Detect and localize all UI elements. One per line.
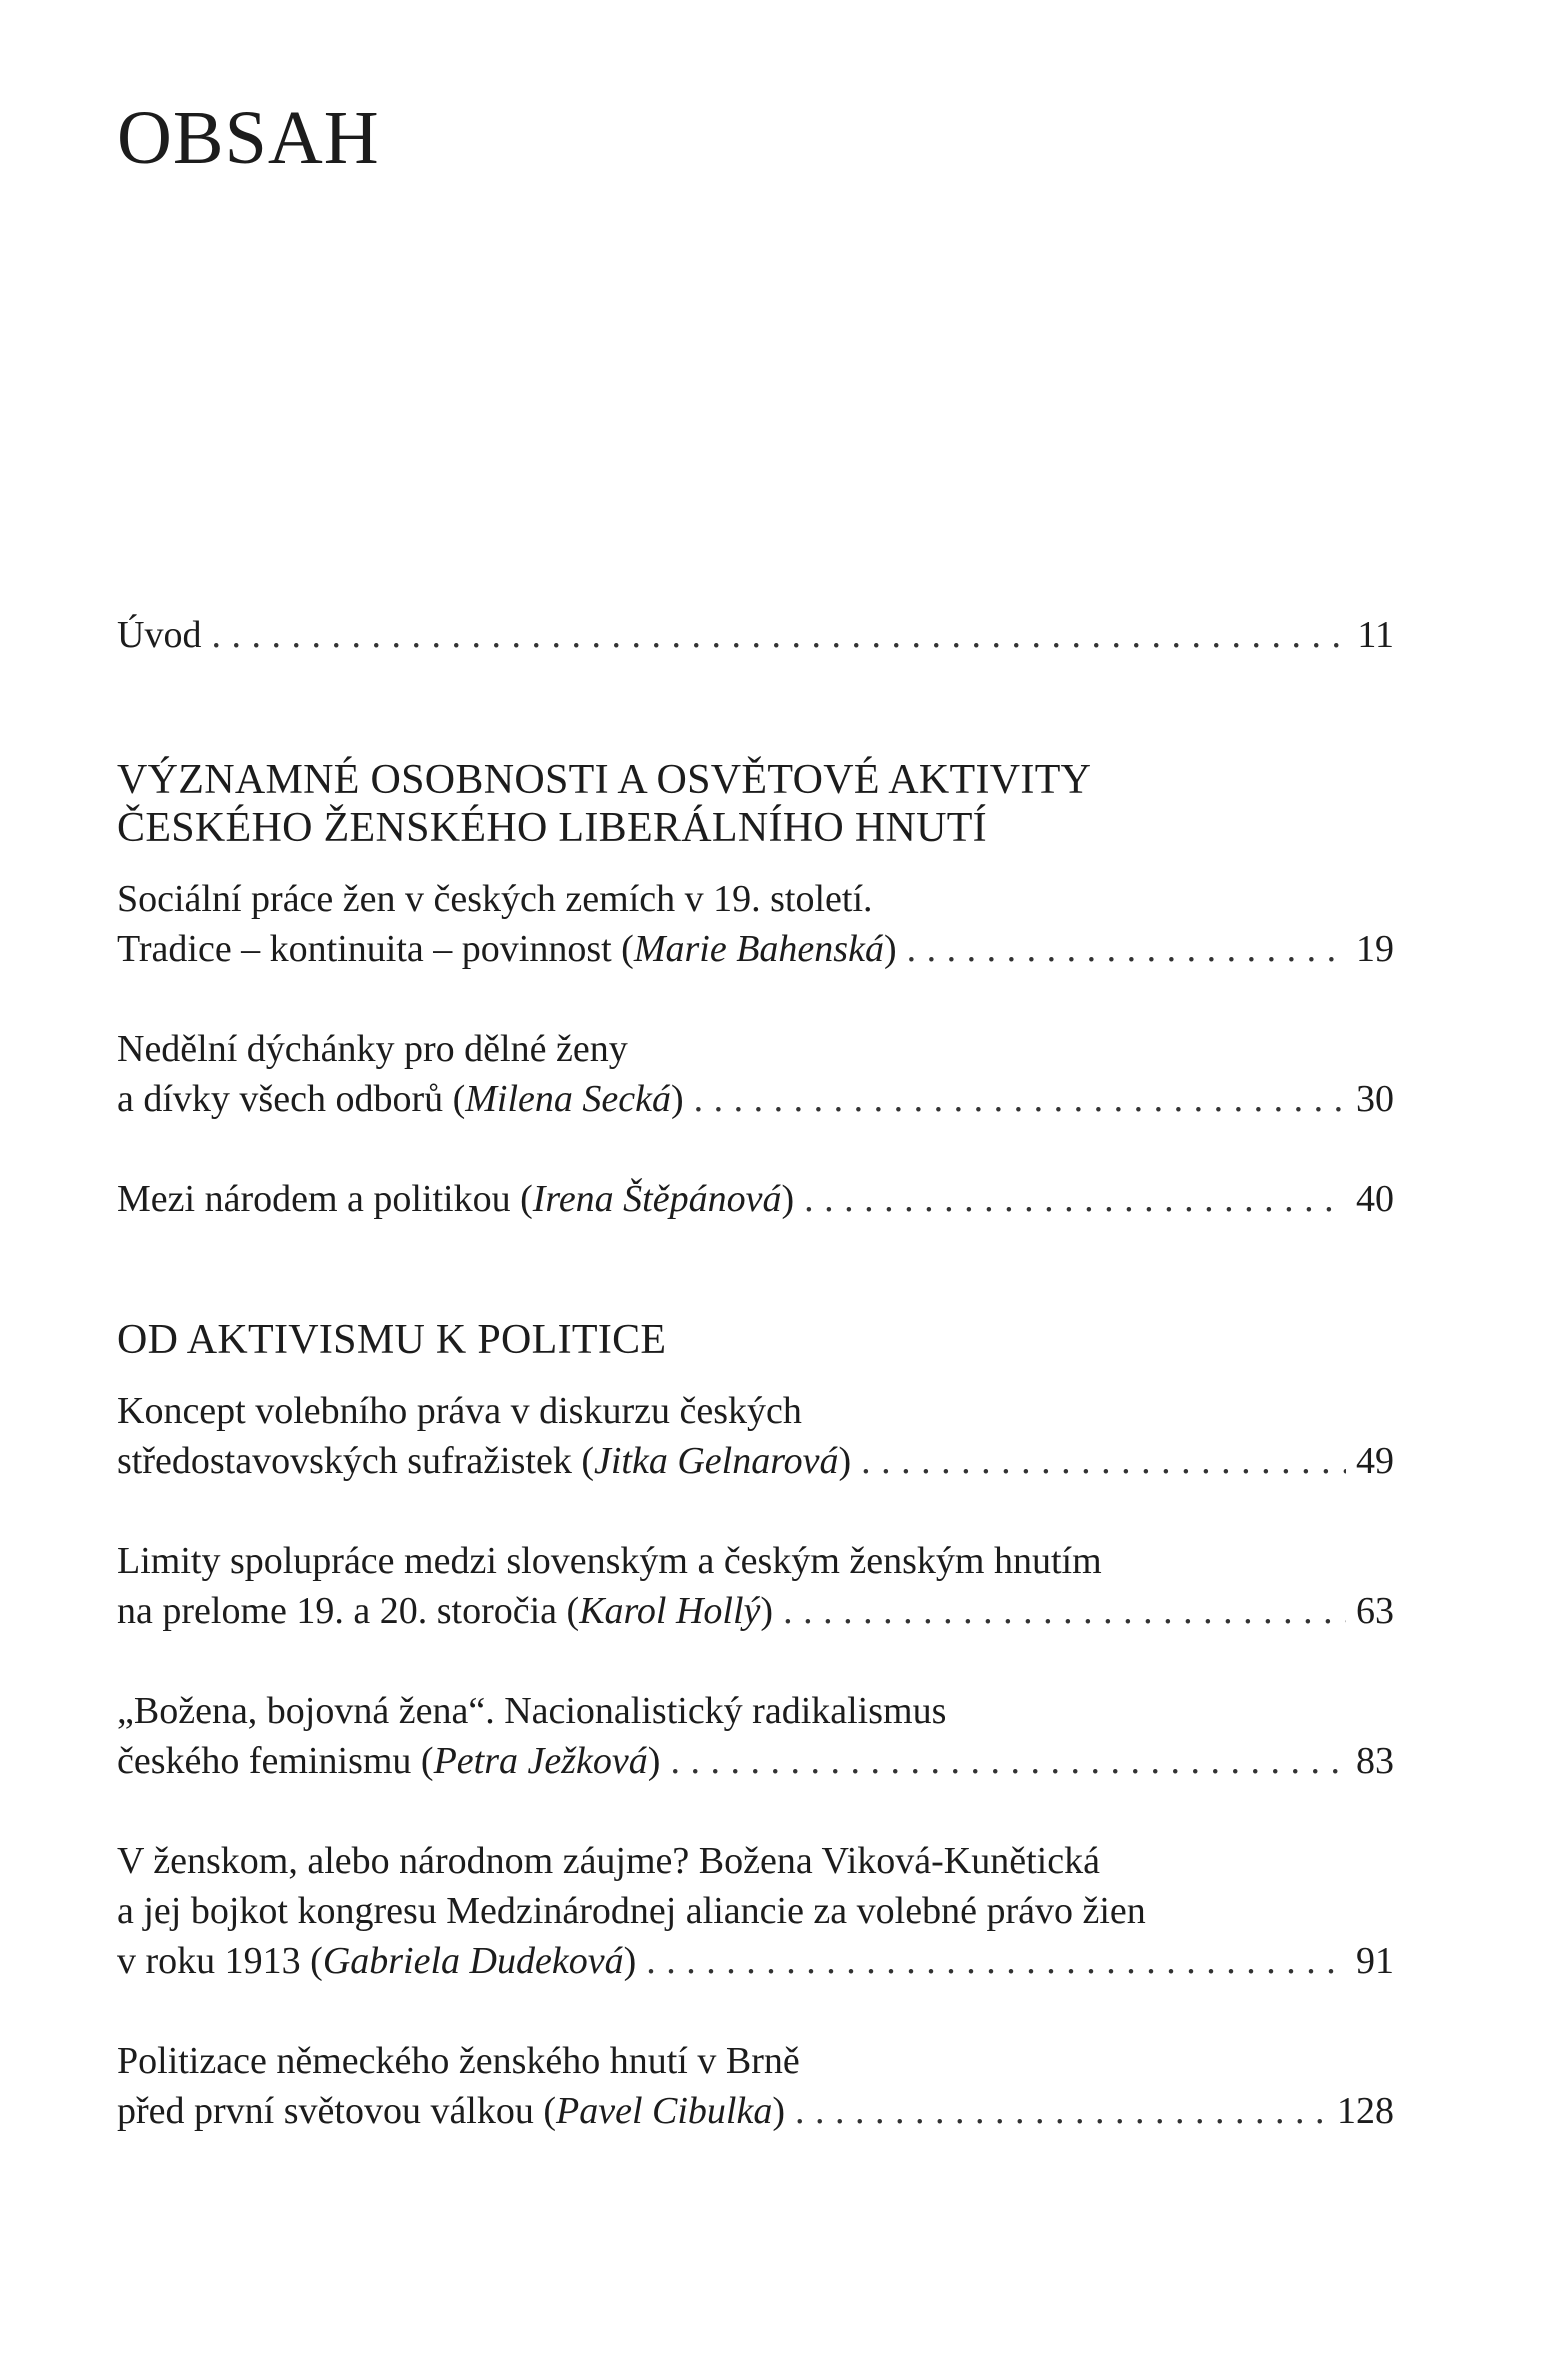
closing-paren: ) xyxy=(781,1178,795,1220)
entry-title-line: a jej bojkot kongresu Medzinárodnej aliancie za volebné právo žien xyxy=(117,1890,1146,1932)
entry-title-text: na prelome 19. a 20. storočia ( xyxy=(117,1590,580,1632)
entry-title-line: Politizace německého ženského hnutí v Brně xyxy=(117,2040,800,2082)
dot-leader xyxy=(795,2086,1327,2136)
toc-entry-intro[interactable] xyxy=(117,610,1394,660)
entry-title-text: Mezi národem a politikou ( xyxy=(117,1178,533,1220)
entry-title: Úvod xyxy=(117,614,202,656)
dot-leader xyxy=(861,1436,1346,1486)
entry-title xyxy=(117,1436,851,1486)
toc-line xyxy=(117,1386,1394,1436)
entry-title-text: Tradice – kontinuita – povinnost ( xyxy=(117,928,634,970)
dot-leader xyxy=(694,1074,1346,1124)
toc-line xyxy=(117,610,1394,660)
page-number: 11 xyxy=(1357,614,1394,656)
author-name: Irena Štěpánová xyxy=(532,1178,782,1220)
toc-line-last xyxy=(117,1074,1394,1124)
toc-line xyxy=(117,1536,1394,1586)
author-name: Jitka Gelnarová xyxy=(594,1440,839,1482)
toc-entry[interactable] xyxy=(117,1836,1394,1986)
toc-line-last xyxy=(117,2086,1394,2136)
entry-title-text: a dívky všech odborů ( xyxy=(117,1078,466,1120)
toc-line-last xyxy=(117,1436,1394,1486)
dot-leader xyxy=(783,1586,1346,1636)
closing-paren: ) xyxy=(883,928,897,970)
dot-leader xyxy=(670,1736,1346,1786)
dot-leader xyxy=(646,1936,1346,1986)
toc-entry[interactable] xyxy=(117,1174,1394,1224)
toc-entry[interactable] xyxy=(117,1536,1394,1636)
entry-title-line: V ženskom, alebo národnom záujme? Božena Viková-Kunětická xyxy=(117,1840,1100,1882)
toc-entry[interactable] xyxy=(117,874,1394,974)
entry-title-line: Koncept volebního práva v diskurzu českých xyxy=(117,1390,802,1432)
toc-line-last xyxy=(117,1936,1394,1986)
section-heading-line: ČESKÉHO ŽENSKÉHO LIBERÁLNÍHO HNUTÍ xyxy=(117,805,987,851)
toc-line xyxy=(117,1886,1394,1936)
entry-title-line: Nedělní dýchánky pro dělné ženy xyxy=(117,1028,628,1070)
closing-paren: ) xyxy=(647,1740,661,1782)
author-name: Milena Secká xyxy=(465,1078,671,1120)
dot-leader xyxy=(211,610,1347,660)
page-number: 40 xyxy=(1356,1178,1394,1220)
dot-leader xyxy=(907,924,1346,974)
toc-entry[interactable] xyxy=(117,1386,1394,1486)
toc-line-last xyxy=(117,924,1394,974)
toc-entry[interactable] xyxy=(117,1024,1394,1124)
toc-line xyxy=(117,2036,1394,2086)
entry-title-line: Sociální práce žen v českých zemích v 19. století. xyxy=(117,878,873,920)
toc-line-last xyxy=(117,1174,1394,1224)
section-heading xyxy=(117,756,1394,852)
closing-paren: ) xyxy=(671,1078,684,1120)
entry-title xyxy=(117,1936,636,1986)
section-heading-line: VÝZNAMNÉ OSOBNOSTI A OSVĚTOVÉ AKTIVITY xyxy=(117,757,1092,803)
section-heading-line: OD AKTIVISMU K POLITICE xyxy=(117,1317,667,1363)
page-number: 19 xyxy=(1356,928,1394,970)
dot-leader xyxy=(804,1174,1346,1224)
table-of-contents xyxy=(117,610,1394,2186)
closing-paren: ) xyxy=(838,1440,852,1482)
entry-title xyxy=(117,1586,773,1636)
entry-title xyxy=(117,2086,785,2136)
toc-line-last xyxy=(117,1586,1394,1636)
entry-title-line: „Božena, bojovná žena“. Nacionalistický radikalismus xyxy=(117,1690,947,1732)
author-name: Marie Bahenská xyxy=(633,928,884,970)
page-number: 128 xyxy=(1337,2090,1394,2132)
page-number: 83 xyxy=(1356,1740,1394,1782)
author-name: Karol Hollý xyxy=(579,1590,761,1632)
closing-paren: ) xyxy=(760,1590,774,1632)
toc-sections xyxy=(117,756,1394,2136)
entry-title-text: v roku 1913 ( xyxy=(117,1940,323,1982)
toc-line xyxy=(117,1836,1394,1886)
entry-title-line: Limity spolupráce medzi slovenským a českým ženským hnutím xyxy=(117,1540,1102,1582)
author-name: Gabriela Dudeková xyxy=(322,1940,624,1982)
page-number: 63 xyxy=(1356,1590,1394,1632)
page-number: 49 xyxy=(1356,1440,1394,1482)
page-number: 91 xyxy=(1356,1940,1394,1982)
entry-title-text: středostavovských sufražistek ( xyxy=(117,1440,594,1482)
closing-paren: ) xyxy=(623,1940,637,1982)
entry-title xyxy=(117,1074,684,1124)
toc-line xyxy=(117,1686,1394,1736)
entry-title-text: českého feminismu ( xyxy=(117,1740,434,1782)
entry-title xyxy=(117,1174,794,1224)
entry-title-text: před první světovou válkou ( xyxy=(117,2090,557,2132)
page-number: 30 xyxy=(1356,1078,1394,1120)
entry-title xyxy=(117,1736,660,1786)
page-title: OBSAH xyxy=(117,96,380,180)
toc-line xyxy=(117,874,1394,924)
section-heading xyxy=(117,1316,1394,1364)
toc-line xyxy=(117,1024,1394,1074)
author-name: Pavel Cibulka xyxy=(556,2090,773,2132)
closing-paren: ) xyxy=(772,2090,786,2132)
entry-title xyxy=(117,924,897,974)
toc-entry[interactable] xyxy=(117,2036,1394,2136)
toc-entry[interactable] xyxy=(117,1686,1394,1786)
toc-line-last xyxy=(117,1736,1394,1786)
author-name: Petra Ježková xyxy=(433,1740,648,1782)
